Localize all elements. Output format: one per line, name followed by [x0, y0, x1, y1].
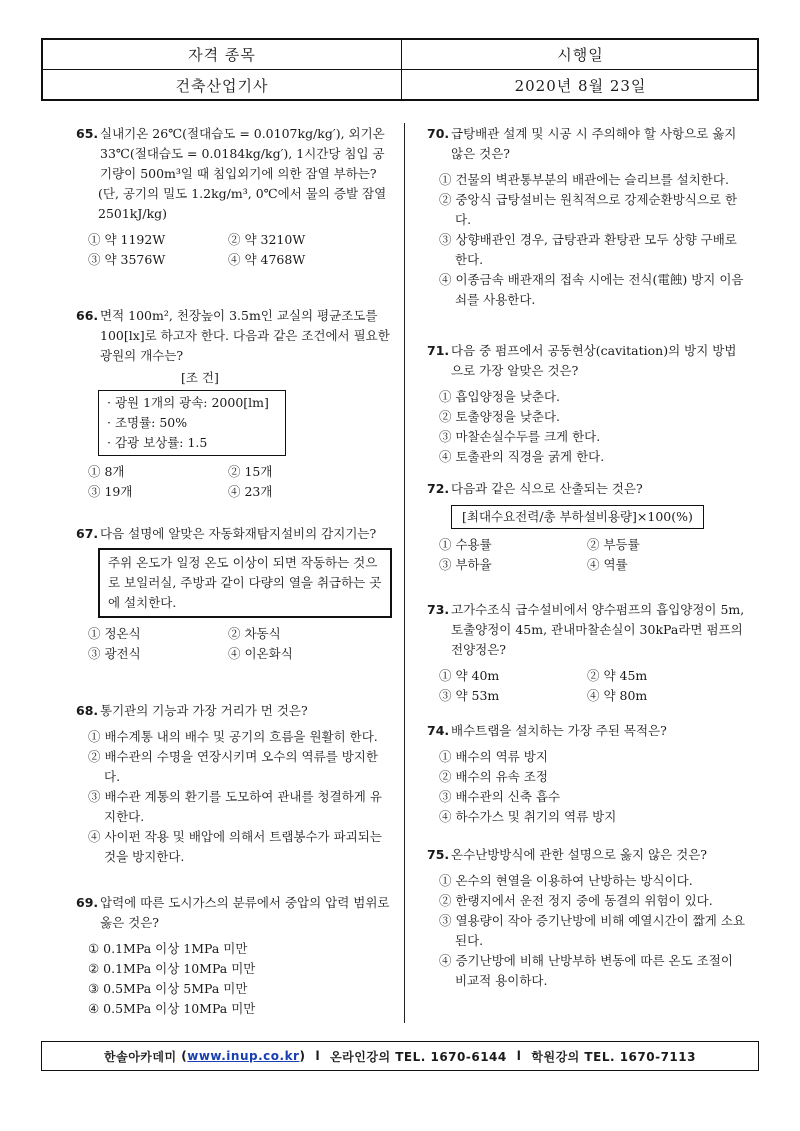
question-65 [76, 124, 392, 270]
option-4[interactable]: ④ 역률 [587, 557, 628, 572]
condition-item: · 조명률: 50% [107, 415, 188, 430]
question-number: 73. [427, 602, 450, 617]
option-4[interactable]: ④ 약 80m [587, 688, 648, 703]
answer-options [439, 871, 747, 991]
option-1[interactable]: ① 정온식 [88, 626, 141, 641]
description-box: 주위 온도가 일정 온도 이상이 되면 작동하는 것으로 보일러실, 주방과 같이 다량의 열을 취급하는 곳에 설치한다. [98, 548, 392, 618]
header-row-values [43, 70, 757, 101]
footer-separator: l [315, 1049, 321, 1063]
question-text: 다음 중 펌프에서 공동현상(cavitation)의 방지 방법으로 가장 알맞은 것은? [451, 343, 737, 378]
question-66 [76, 306, 392, 502]
answer-options [88, 939, 392, 1019]
option-1[interactable]: ① 건물의 벽관통부분의 배관에는 슬리브를 설치한다. [439, 172, 729, 187]
question-70 [427, 124, 747, 310]
option-2[interactable]: ② 배수의 유속 조정 [439, 769, 548, 784]
question-text: 면적 100m², 천장높이 3.5m인 교실의 평균조도를 100[lx]로 하고자 한다. 다음과 같은 조건에서 필요한 광원의 개수는? [100, 308, 390, 363]
subject-value: 건축산업기사 [43, 70, 402, 101]
option-4[interactable]: ④ 이종금속 배관재의 접속 시에는 전식(電蝕) 방지 이음쇠를 사용한다. [439, 272, 744, 307]
question-number: 75. [427, 847, 450, 862]
answer-options [88, 462, 392, 502]
footer-offline-phone: 학원강의 TEL. 1670-7113 [531, 1049, 696, 1064]
question-text: 온수난방방식에 관한 설명으로 옳지 않은 것은? [451, 847, 707, 862]
option-1[interactable]: ① 약 1192W [88, 232, 166, 247]
answer-options [439, 535, 747, 575]
option-3[interactable]: ③ 광전식 [88, 646, 141, 661]
option-4[interactable]: ④ 약 4768W [228, 252, 306, 267]
answer-options [88, 624, 392, 664]
answer-options [439, 747, 747, 827]
footer-online-phone: 온라인강의 TEL. 1670-6144 [330, 1049, 507, 1064]
question-69 [76, 893, 392, 1019]
option-1[interactable]: ① 수용률 [439, 537, 492, 552]
question-73 [427, 600, 747, 706]
option-3[interactable]: ③ 0.5MPa 이상 5MPa 미만 [88, 981, 248, 996]
option-1[interactable]: ① 약 40m [439, 668, 500, 683]
option-3[interactable]: ③ 19개 [88, 484, 133, 499]
answer-options [88, 230, 392, 270]
option-1[interactable]: ① 온수의 현열을 이용하여 난방하는 방식이다. [439, 873, 693, 888]
header-row-labels [43, 40, 757, 70]
question-text: 배수트랩을 설치하는 가장 주된 목적은? [451, 723, 667, 738]
condition-item: · 감광 보상률: 1.5 [107, 435, 208, 450]
question-number: 74. [427, 723, 450, 738]
date-value: 2020년 8월 23일 [514, 77, 647, 95]
answer-options [439, 387, 747, 467]
footer-bar: 한솔아카데미 ( www.inup.co.kr ) l 온라인강의 TEL. 1670-6144 l 학원강의 TEL. 1670-7113 [41, 1041, 759, 1071]
option-1[interactable]: ① 흡입양정을 낮춘다. [439, 389, 561, 404]
date-label: 시행일 [557, 46, 604, 64]
option-2[interactable]: ② 배수관의 수명을 연장시키며 오수의 역류를 방지한다. [88, 749, 378, 784]
condition-item: · 광원 1개의 광속: 2000[lm] [107, 395, 269, 410]
answer-options [439, 666, 747, 706]
option-3[interactable]: ③ 배수관의 신축 흡수 [439, 789, 561, 804]
option-4[interactable]: ④ 23개 [228, 484, 273, 499]
answer-options [88, 727, 392, 867]
conditions-title: [조 건] [181, 370, 219, 385]
option-4[interactable]: ④ 사이펀 작용 및 배압에 의해서 트랩봉수가 파괴되는 것을 방지한다. [88, 829, 382, 864]
conditions-box [98, 390, 286, 456]
option-2[interactable]: ② 부등률 [587, 537, 640, 552]
exam-header-table [41, 38, 759, 101]
option-3[interactable]: ③ 약 53m [439, 688, 500, 703]
option-3[interactable]: ③ 약 3576W [88, 252, 166, 267]
option-3[interactable]: ③ 마찰손실수두를 크게 한다. [439, 429, 601, 444]
column-divider [404, 123, 405, 1023]
option-4[interactable]: ④ 0.5MPa 이상 10MPa 미만 [88, 1001, 256, 1016]
formula-box: [최대수요전력/총 부하설비용량]×100(%) [451, 505, 704, 529]
question-75 [427, 845, 747, 991]
option-4[interactable]: ④ 증기난방에 비해 난방부하 변동에 따른 온도 조절이 비교적 용이하다. [439, 953, 733, 988]
question-note: (단, 공기의 밀도 1.2kg/m³, 0℃에서 물의 증발 잠열 2501kJ/kg) [98, 186, 387, 221]
option-2[interactable]: ② 한랭지에서 운전 정지 중에 동결의 위험이 있다. [439, 893, 713, 908]
question-number: 67. [76, 526, 99, 541]
question-text: 다음 설명에 알맞은 자동화재탐지설비의 감지기는? [100, 526, 377, 541]
option-2[interactable]: ② 중앙식 급탕설비는 원칙적으로 강제순환방식으로 한다. [439, 192, 738, 227]
footer-org: 한솔아카데미 [104, 1049, 177, 1064]
subject-label: 자격 종목 [43, 40, 402, 69]
question-text: 다음과 같은 식으로 산출되는 것은? [451, 481, 643, 496]
question-74 [427, 721, 747, 827]
option-3[interactable]: ③ 부하율 [439, 557, 492, 572]
option-3[interactable]: ③ 상향배관인 경우, 급탕관과 환탕관 모두 상향 구배로 한다. [439, 232, 737, 267]
question-number: 66. [76, 308, 99, 323]
question-number: 65. [76, 126, 99, 141]
option-3[interactable]: ③ 배수관 계통의 환기를 도모하여 관내를 청결하게 유지한다. [88, 789, 382, 824]
option-3[interactable]: ③ 열용량이 작아 증기난방에 비해 예열시간이 짧게 소요된다. [439, 913, 745, 948]
question-text: 실내기온 26℃(절대습도 = 0.0107kg/kg′), 외기온 33℃(절대습도 = 0.0184kg/kg′), 1시간당 침입 공기량이 500m³일 때 침입외기에 의한 잠열 부하는? [100, 126, 385, 181]
question-number: 70. [427, 126, 450, 141]
option-2[interactable]: ② 15개 [228, 464, 273, 479]
question-text: 압력에 따른 도시가스의 분류에서 중압의 압력 범위로 옳은 것은? [100, 895, 390, 930]
question-number: 68. [76, 703, 99, 718]
option-1[interactable]: ① 배수의 역류 방지 [439, 749, 548, 764]
question-number: 72. [427, 481, 450, 496]
question-text: 고가수조식 급수설비에서 양수펌프의 흡입양정이 5m, 토출양정이 45m, 관내마찰손실이 30kPa라면 펌프의 전양정은? [451, 602, 745, 657]
option-2[interactable]: ② 차동식 [228, 626, 281, 641]
option-1[interactable]: ① 8개 [88, 464, 125, 479]
question-number: 69. [76, 895, 99, 910]
question-text: 급탕배관 설계 및 시공 시 주의해야 할 사항으로 옳지 않은 것은? [451, 126, 737, 161]
question-68 [76, 701, 392, 867]
question-71 [427, 341, 747, 467]
option-1[interactable]: ① 0.1MPa 이상 1MPa 미만 [88, 941, 248, 956]
option-1[interactable]: ① 배수계통 내의 배수 및 공기의 흐름을 원활히 한다. [88, 729, 378, 744]
question-number: 71. [427, 343, 450, 358]
option-4[interactable]: ④ 이온화식 [228, 646, 293, 661]
footer-separator: l [516, 1049, 522, 1063]
option-4[interactable]: ④ 토출관의 직경을 굵게 한다. [439, 449, 605, 464]
footer-website-link[interactable]: www.inup.co.kr [187, 1049, 300, 1063]
option-2[interactable]: ② 토출양정을 낮춘다. [439, 409, 561, 424]
answer-options [439, 170, 747, 310]
option-2[interactable]: ② 약 3210W [228, 232, 306, 247]
option-2[interactable]: ② 0.1MPa 이상 10MPa 미만 [88, 961, 256, 976]
option-2[interactable]: ② 약 45m [587, 668, 648, 683]
question-72 [427, 479, 747, 575]
question-text: 통기관의 기능과 가장 거리가 먼 것은? [100, 703, 308, 718]
question-67 [76, 524, 392, 664]
option-4[interactable]: ④ 하수가스 및 취기의 역류 방지 [439, 809, 617, 824]
